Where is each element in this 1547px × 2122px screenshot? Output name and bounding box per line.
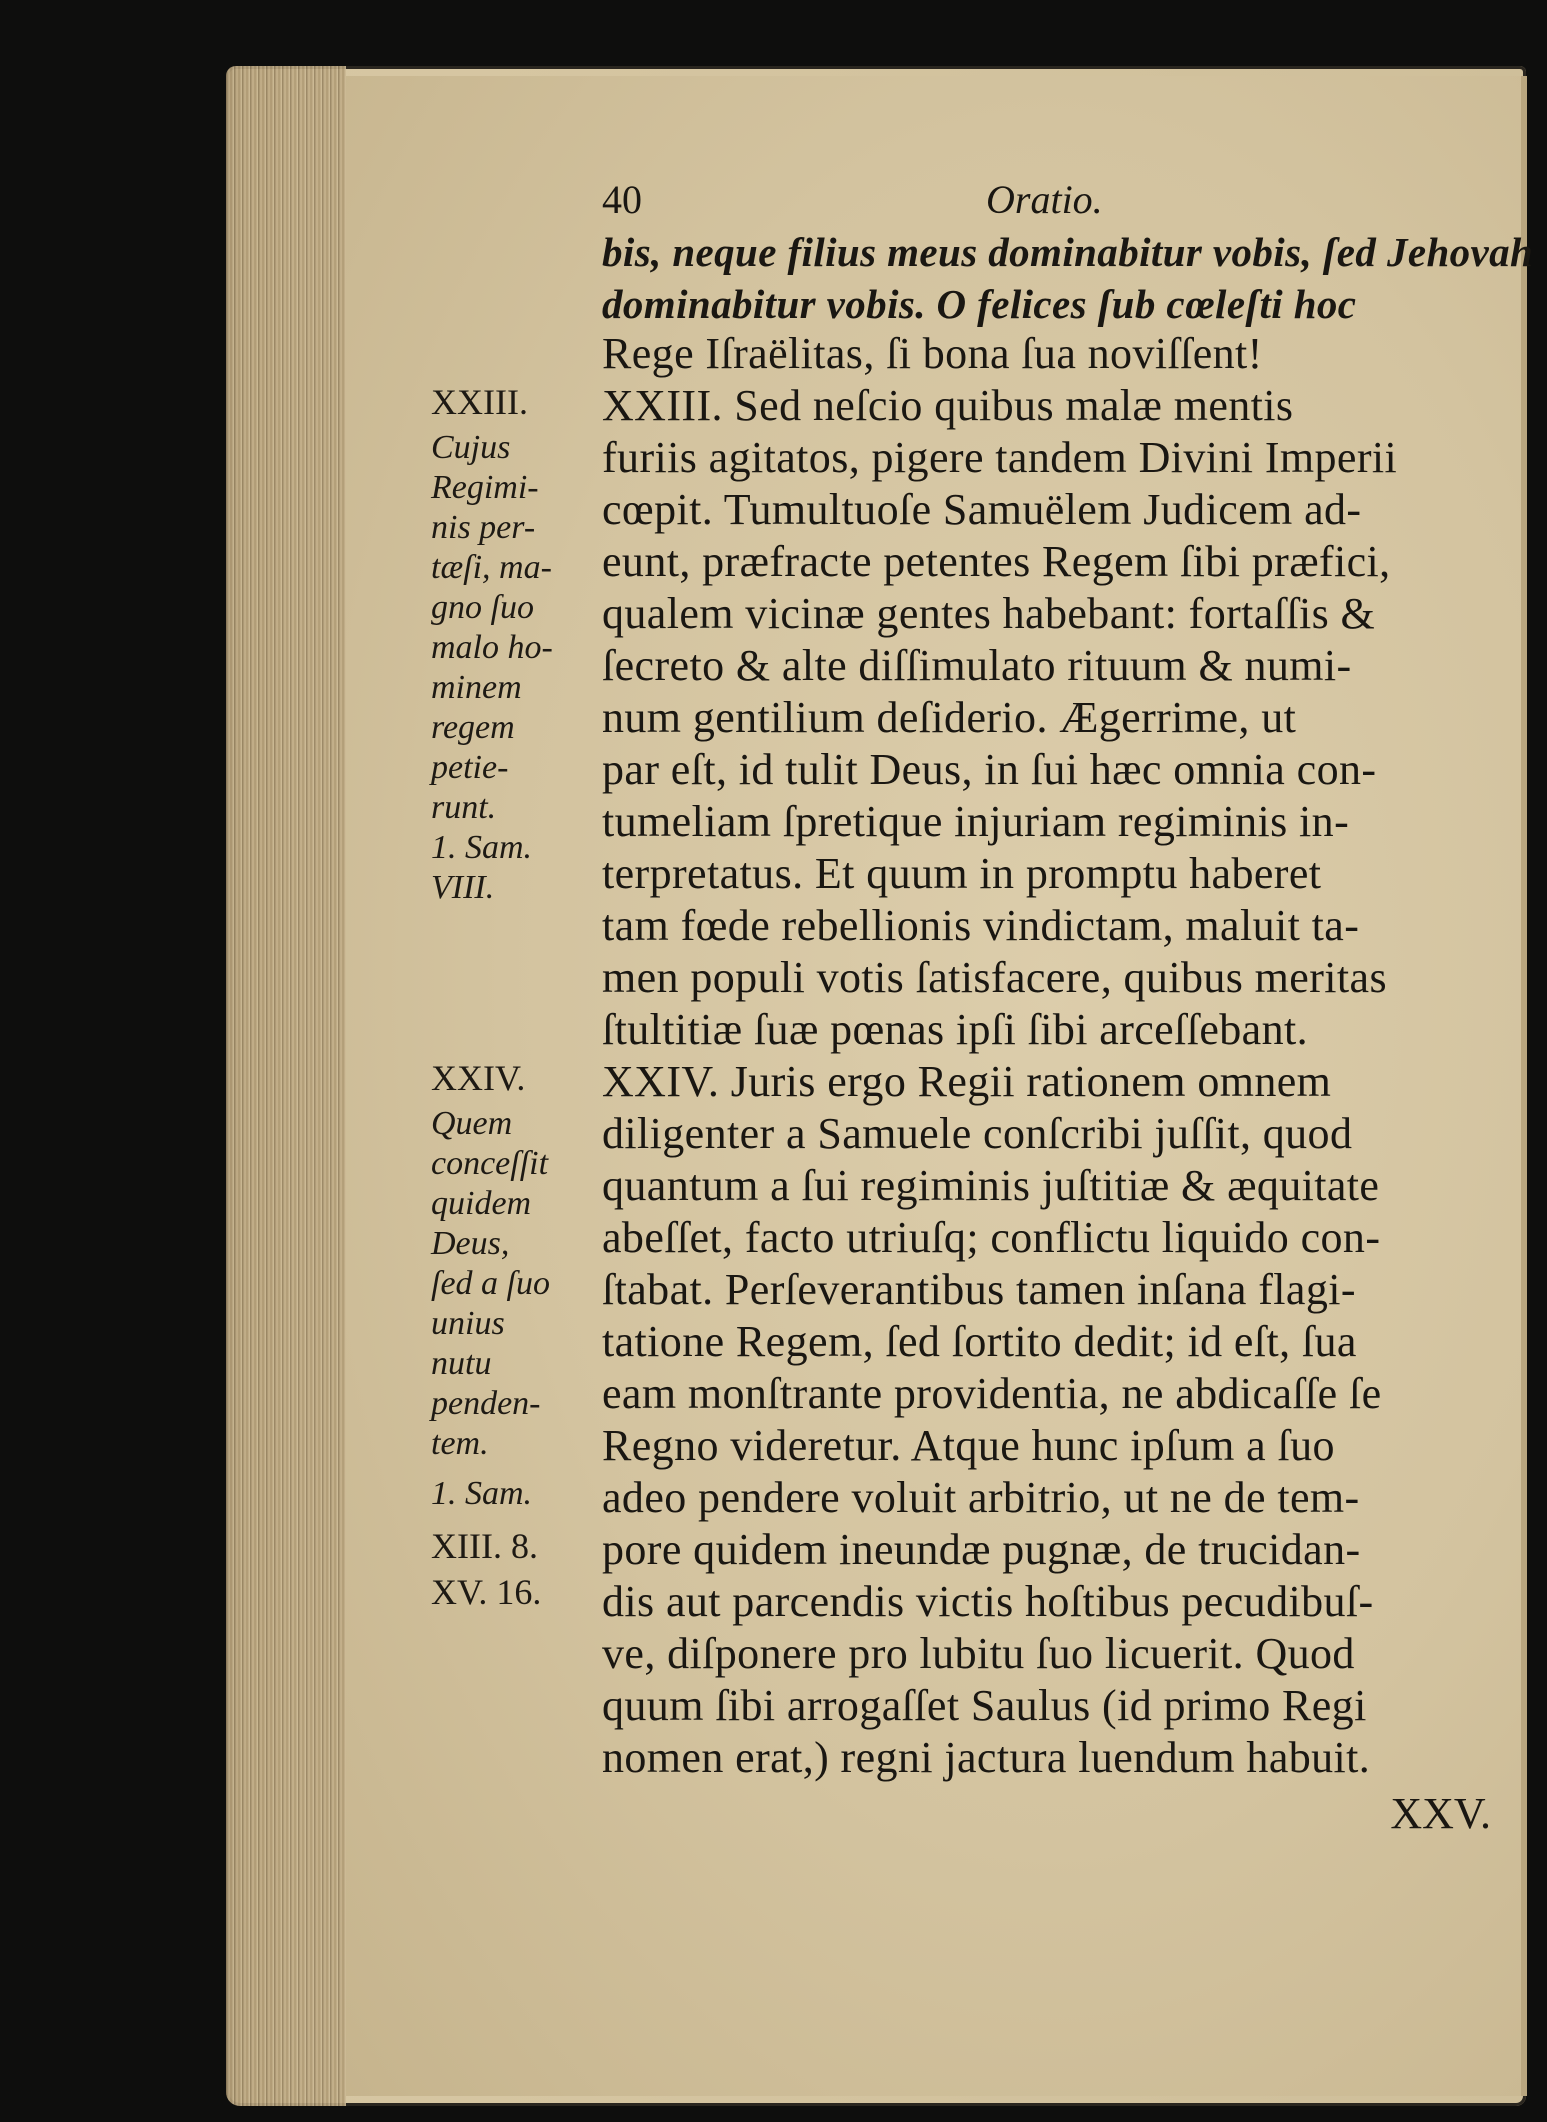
margin-note: unius — [431, 1305, 505, 1342]
margin-note: petie- — [431, 749, 509, 786]
margin-note: Quem — [431, 1105, 513, 1142]
body-line: diligenter a Samuele conſcribi juſſit, quod — [602, 1109, 1353, 1158]
margin-note: XIII. 8. — [431, 1526, 538, 1566]
margin-note: 1. Sam. — [431, 1475, 533, 1512]
body-line: Rege Iſraëlitas, ſi bona ſua noviſſent! — [602, 329, 1263, 378]
running-title: Oratio. — [986, 177, 1103, 222]
body-line: dis aut parcendis victis hoſtibus pecudibuſ- — [602, 1577, 1374, 1626]
text-block — [346, 76, 1534, 2096]
body-line: furiis agitatos, pigere tandem Divini Imperii — [602, 433, 1398, 482]
body-line: tumeliam ſpretique injuriam regiminis in- — [602, 797, 1350, 846]
margin-note: regem — [431, 709, 515, 746]
margin-note: XV. 16. — [431, 1572, 542, 1612]
body-line: eunt, præfracte petentes Regem ſibi præfici, — [602, 537, 1391, 586]
margin-note: malo ho- — [431, 629, 553, 666]
body-line: ve, diſponere pro lubitu ſuo licuerit. Quod — [602, 1629, 1355, 1678]
margin-note: runt. — [431, 789, 497, 826]
body-line: ſtultitiæ ſuæ pœnas ipſi ſibi arceſſebant. — [602, 1005, 1309, 1054]
margin-note: Regimi- — [431, 469, 539, 506]
margin-note: minem — [431, 669, 522, 706]
margin-note: quidem — [431, 1185, 532, 1222]
margin-note: conceſſit — [431, 1145, 549, 1182]
body-line: tatione Regem, ſed ſortito dedit; id eſt, ſua — [602, 1317, 1357, 1366]
margin-note: Deus, — [431, 1225, 510, 1262]
catchword: XXV. — [1390, 1789, 1491, 1838]
margin-note: XXIV. — [431, 1058, 526, 1098]
body-line: men populi votis ſatisfacere, quibus meritas — [602, 953, 1387, 1002]
body-line: num gentilium deſiderio. Ægerrime, ut — [602, 693, 1297, 742]
page — [346, 76, 1534, 2096]
body-line: XXIII. Sed neſcio quibus malæ mentis — [602, 381, 1294, 430]
body-line: ſecreto & alte diſſimulato rituum & numi- — [602, 641, 1352, 690]
margin-note: penden- — [431, 1385, 541, 1422]
margin-note: VIII. — [431, 869, 495, 906]
body-line: Regno videretur. Atque hunc ipſum a ſuo — [602, 1421, 1335, 1470]
body-line: quum ſibi arrogaſſet Saulus (id primo Regi — [602, 1681, 1367, 1730]
margin-note: Cujus — [431, 429, 511, 466]
book — [226, 66, 1534, 2106]
body-line: bis, neque filius meus dominabitur vobis, ſed Jehovah — [602, 229, 1534, 275]
margin-note: tem. — [431, 1425, 489, 1462]
page-edges — [226, 66, 346, 2106]
body-line: pore quidem ineundæ pugnæ, de trucidan- — [602, 1525, 1361, 1574]
body-line: par eſt, id tulit Deus, in ſui hæc omnia con- — [602, 745, 1377, 794]
body-line: ſtabat. Perſeverantibus tamen inſana flagi- — [602, 1265, 1356, 1314]
margin-note: nis per- — [431, 509, 536, 546]
page-number: 40 — [602, 177, 642, 222]
margin-note: tæſi, ma- — [431, 549, 552, 586]
body-line: cœpit. Tumultuoſe Samuëlem Judicem ad- — [602, 485, 1362, 534]
margin-note: ſed a ſuo — [431, 1265, 550, 1302]
body-line: tam fœde rebellionis vindictam, maluit ta- — [602, 901, 1360, 950]
body-line: XXIV. Juris ergo Regii rationem omnem — [602, 1057, 1332, 1106]
margin-note: 1. Sam. — [431, 829, 533, 866]
margin-note: XXIII. — [431, 382, 528, 422]
body-line: terpretatus. Et quum in promptu haberet — [602, 849, 1322, 898]
margin-note: nutu — [431, 1345, 492, 1382]
body-line: qualem vicinæ gentes habebant: fortaſſis & — [602, 589, 1376, 638]
margin-note: gno ſuo — [431, 589, 534, 626]
body-line: eam monſtrante providentia, ne abdicaſſe ſe — [602, 1369, 1382, 1418]
body-line: adeo pendere voluit arbitrio, ut ne de tem- — [602, 1473, 1360, 1522]
body-line: quantum a ſui regiminis juſtitiæ & æquitate — [602, 1161, 1380, 1210]
body-line: abeſſet, facto utriuſq; conflictu liquido con- — [602, 1213, 1381, 1262]
body-line: nomen erat,) regni jactura luendum habuit. — [602, 1733, 1371, 1782]
body-line: dominabitur vobis. O felices ſub cœleſti hoc — [602, 281, 1357, 327]
